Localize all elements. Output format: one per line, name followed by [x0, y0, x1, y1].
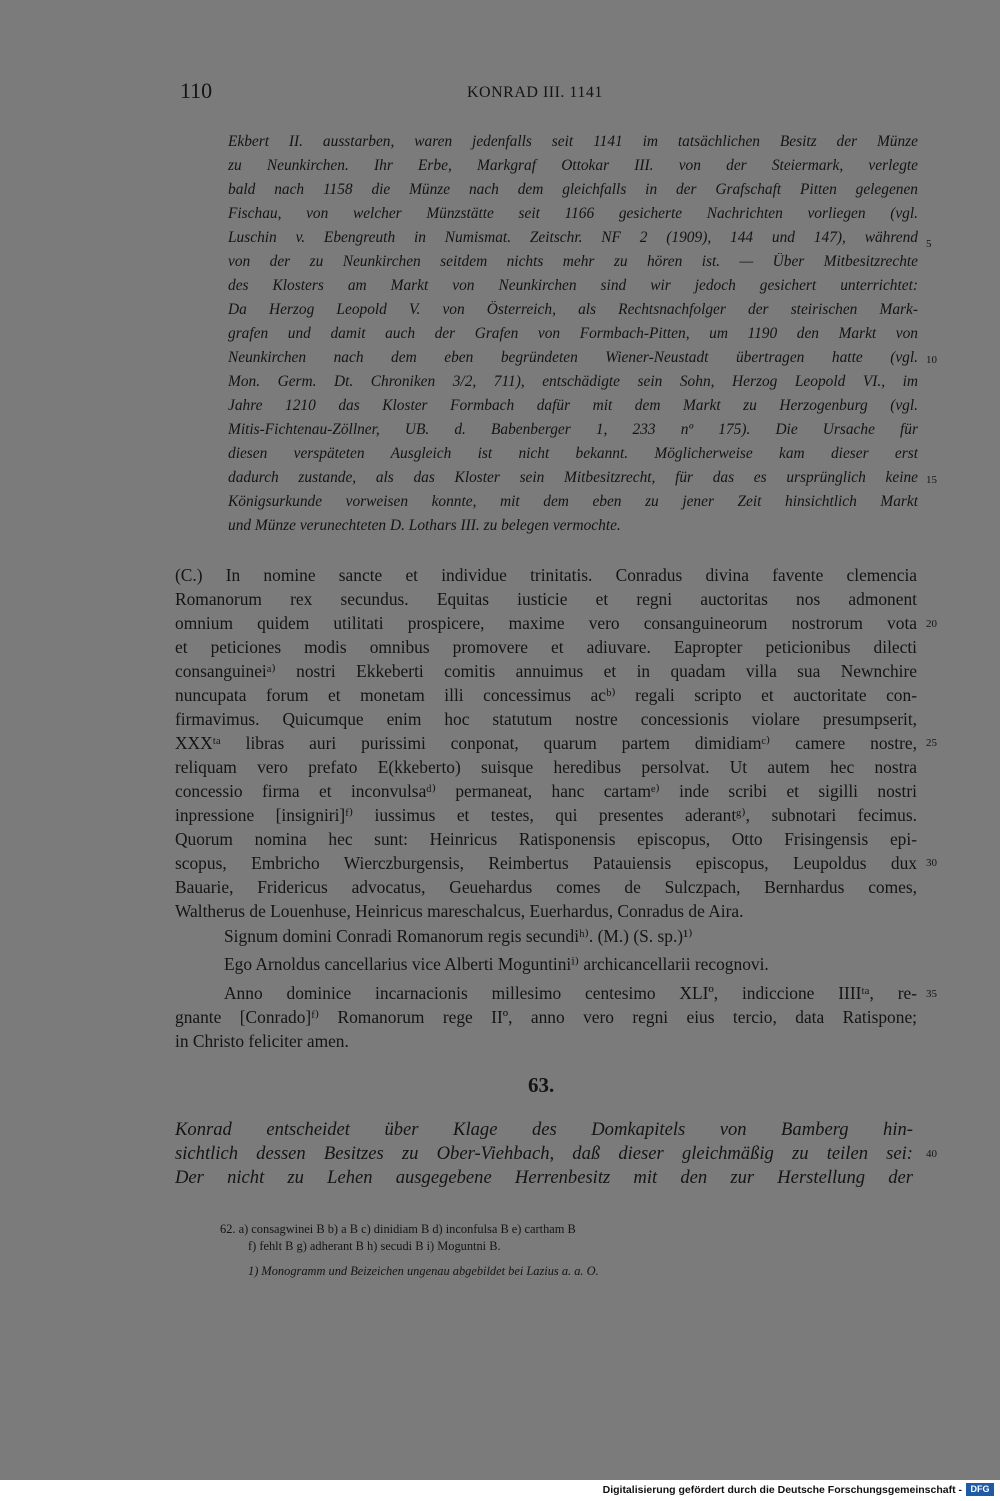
commentary-line: Da Herzog Leopold V. von Österreich, als Rechtsnachfolger der steirischen Mark- — [228, 301, 918, 318]
charter-line: Bauarie, Fridericus advocatus, Geuehardus comes de Sulczpach, Bernhardus comes, — [175, 877, 917, 897]
commentary-line: Königsurkunde vorweisen konnte, mit dem eben zu jener Zeit hinsichtlich Markt — [228, 493, 918, 510]
charter-line: Romanorum rex secundus. Equitas iusticie et regni auctoritas nos admonent — [175, 589, 917, 609]
charter-line: nuncupata forum et monetam illi concessimus acᵇ⁾ regali scripto et auctoritate con- — [175, 685, 917, 705]
charter-line: consanguineiᵃ⁾ nostri Ekkeberti comitis annuimus et in quadam villa sua Newnchire — [175, 661, 917, 681]
signum-line: Signum domini Conradi Romanorum regis secundiʰ⁾. (M.) (S. sp.)¹⁾ — [224, 926, 693, 946]
charter-line: Waltherus de Louenhuse, Heinricus mareschalcus, Euerhardus, Conradus de Aira. — [175, 901, 744, 921]
charter-line: omnium quidem utilitati prospicere, maxime vero consanguineorum nostrorum vota — [175, 613, 917, 633]
dating-line: Anno dominice incarnacionis millesimo centesimo XLIº, indiccione IIIIᵗᵃ, re- — [224, 983, 917, 1003]
commentary-line: diesen verspäteten Ausgleich ist nicht bekannt. Möglicherweise kam dieser erst — [228, 445, 918, 462]
commentary-line: Luschin v. Ebengreuth in Numismat. Zeitschr. NF 2 (1909), 144 und 147), während — [228, 229, 918, 246]
charter-line: inpressione [insigniri]ᶠ⁾ iussimus et testes, qui presentes aderantᵍ⁾, subnotari fecimus. — [175, 805, 917, 825]
page-number: 110 — [180, 78, 213, 103]
commentary-line: zu Neunkirchen. Ihr Erbe, Markgraf Ottokar III. von der Steiermark, verlegte — [228, 157, 918, 174]
variant-notes-line: 62. a) consagwinei B b) a B c) dinidiam B d) inconfulsa B e) cartham B — [220, 1222, 576, 1236]
regest-line: Der nicht zu Lehen ausgegebene Herrenbesitz mit den zur Herstellung der — [175, 1167, 913, 1188]
charter-line: concessio firma et inconvulsaᵈ⁾ permaneat, hanc cartamᵉ⁾ inde scribi et sigilli nostri — [175, 781, 917, 801]
commentary-line: Ekbert II. ausstarben, waren jedenfalls seit 1141 im tatsächlichen Besitz der Münze — [228, 133, 918, 150]
commentary-line: Jahre 1210 das Kloster Formbach dafür mit dem Markt zu Herzogenburg (vgl. — [228, 397, 918, 414]
commentary-line: des Klosters am Markt von Neunkirchen sind wir jedoch gesichert unterrichtet: — [228, 277, 918, 294]
charter-line: (C.) In nomine sancte et individue trinitatis. Conradus divina favente clemencia — [175, 565, 917, 585]
regest-line: sichtlich dessen Besitzes zu Ober-Viehbach, daß dieser gleichmäßig zu teilen sei: — [175, 1143, 913, 1164]
recognition-line: Ego Arnoldus cancellarius vice Alberti Moguntiniⁱ⁾ archicancellarii recognovi. — [224, 954, 769, 974]
commentary-line: grafen und damit auch der Grafen von Formbach-Pitten, um 1190 den Markt von — [228, 325, 918, 342]
charter-line: firmavimus. Quicumque enim hoc statutum nostre concessionis violare presumpserit, — [175, 709, 917, 729]
margin-line-number: 35 — [926, 988, 937, 1000]
commentary-line: Neunkirchen nach dem eben begründeten Wiener-Neustadt übertragen hatte (vgl. — [228, 349, 918, 366]
charter-line: scopus, Embricho Wierczburgensis, Reimbertus Patauiensis episcopus, Leupoldus dux — [175, 853, 917, 873]
digitization-credit: Digitalisierung gefördert durch die Deutsche Forschungsgemeinschaft - — [602, 1484, 962, 1496]
commentary-line: bald nach 1158 die Münze nach dem gleichfalls in der Grafschaft Pitten gelegenen — [228, 181, 918, 198]
charter-line: XXXᵗᵃ libras auri purissimi conponat, quarum partem dimidiamᶜ⁾ camere nostre, — [175, 733, 917, 753]
margin-line-number: 40 — [926, 1148, 937, 1160]
dating-line: in Christo feliciter amen. — [175, 1031, 349, 1051]
commentary-line: Fischau, von welcher Münzstätte seit 1166 gesicherte Nachrichten vorliegen (vgl. — [228, 205, 918, 222]
commentary-line: und Münze verunechteten D. Lothars III. zu belegen vermochte. — [228, 517, 621, 534]
commentary-line: Mitis-Fichtenau-Zöllner, UB. d. Babenberger 1, 233 nº 175). Die Ursache für — [228, 421, 918, 438]
commentary-line: von der zu Neunkirchen seitdem nichts mehr zu hören ist. — Über Mitbesitzrechte — [228, 253, 918, 270]
charter-line: Quorum nomina hec sunt: Heinricus Ratisponensis episcopus, Otto Frisingensis epi- — [175, 829, 917, 849]
commentary-line: Mon. Germ. Dt. Chroniken 3/2, 711), entschädigte sein Sohn, Herzog Leopold VI., im — [228, 373, 918, 390]
dating-line: gnante [Conrado]ᶠ⁾ Romanorum rege IIº, anno vero regni eius tercio, data Ratispone; — [175, 1007, 917, 1027]
regest-line: Konrad entscheidet über Klage des Domkapitels von Bamberg hin- — [175, 1119, 913, 1140]
variant-notes-line: f) fehlt B g) adherant B h) secudi B i) Moguntni B. — [248, 1239, 501, 1253]
margin-line-number: 30 — [926, 857, 937, 869]
margin-line-number: 5 — [926, 238, 932, 250]
margin-line-number: 25 — [926, 737, 937, 749]
footnote: 1) Monogramm und Beizeichen ungenau abgebildet bei Lazius a. a. O. — [248, 1264, 599, 1278]
charter-line: reliquam vero prefato E(kkeberto) suisque heredibus persolvat. Ut autem hec nostra — [175, 757, 917, 777]
document-number: 63. — [528, 1073, 555, 1097]
running-title: KONRAD III. 1141 — [467, 84, 603, 101]
charter-line: et peticiones modis omnibus promovere et adiuvare. Eapropter peticionibus dilecti — [175, 637, 917, 657]
dfg-logo: DFG — [966, 1483, 994, 1496]
margin-line-number: 10 — [926, 354, 937, 366]
commentary-line: dadurch zustande, als das Kloster sein Mitbesitzrecht, für das es ursprünglich keine — [228, 469, 918, 486]
margin-line-number: 15 — [926, 474, 937, 486]
margin-line-number: 20 — [926, 618, 937, 630]
